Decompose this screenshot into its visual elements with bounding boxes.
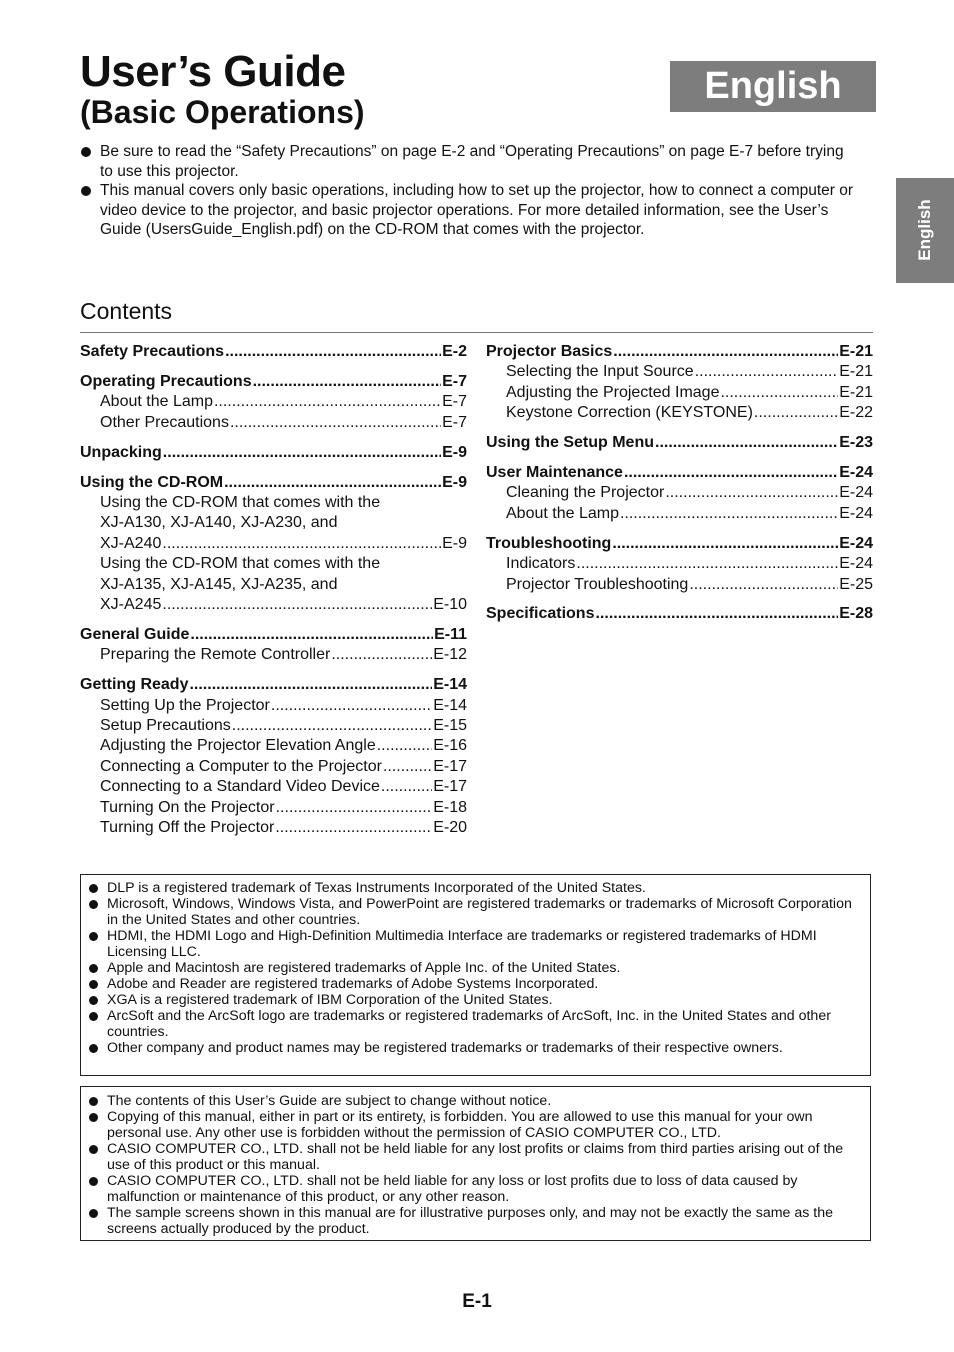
trademark-item: ArcSoft and the ArcSoft logo are trademarks or registered trademarks of ArcSoft, Inc. in the United States and other countries. (81, 1008, 870, 1040)
trademark-item: HDMI, the HDMI Logo and High-Definition Multimedia Interface are trademarks or registered trademarks of HDMI Licensing LLC. (81, 928, 870, 960)
toc-entry[interactable]: Troubleshooting ..... E-24 (486, 534, 873, 554)
toc-entry[interactable]: XJ-A240 ..... E-9 (80, 534, 467, 554)
toc-entry[interactable]: Setting Up the Projector ..... E-14 (80, 696, 467, 716)
toc-entry[interactable]: XJ-A245 ..... E-10 (80, 595, 467, 615)
toc-entry[interactable]: About the Lamp ..... E-7 (80, 392, 467, 412)
toc-entry[interactable]: Turning On the Projector ..... E-18 (80, 798, 467, 818)
trademarks-box (80, 874, 871, 1076)
toc-entry[interactable]: Adjusting the Projector Elevation Angle ..... E-16 (80, 736, 467, 756)
page-number: E-1 (462, 1291, 492, 1312)
toc-entry[interactable]: Other Precautions ..... E-7 (80, 413, 467, 433)
toc-entry[interactable]: Using the Setup Menu ..... E-23 (486, 433, 873, 453)
notices-box (80, 1086, 871, 1241)
trademark-item: XGA is a registered trademark of IBM Corporation of the United States. (81, 992, 870, 1008)
toc-entry[interactable]: Setup Precautions ..... E-15 (80, 716, 467, 736)
trademark-item: Microsoft, Windows, Windows Vista, and PowerPoint are registered trademarks or trademarks of Microsoft Corporation in the United States and other countries. (81, 896, 870, 928)
toc-entry[interactable]: Indicators ..... E-24 (486, 554, 873, 574)
notice-item: CASIO COMPUTER CO., LTD. shall not be held liable for any loss or lost profits due to loss of data caused by malfunction or maintenance of this product, or any other reason. (81, 1173, 870, 1205)
toc-entry[interactable]: Specifications ..... E-28 (486, 604, 873, 624)
document-title: User’s Guide (80, 47, 346, 96)
toc-entry-line: Using the CD-ROM that comes with the (100, 493, 381, 511)
contents-heading: Contents (80, 298, 173, 324)
toc-entry[interactable]: Preparing the Remote Controller ..... E-12 (80, 645, 467, 665)
intro-bullet: Be sure to read the “Safety Precautions” on page E-2 and “Operating Precautions” on page E-7 before trying to use this projector. (80, 142, 860, 181)
toc-entry-line: XJ-A135, XJ-A145, XJ-A235, and (100, 575, 338, 593)
toc-entry[interactable]: Cleaning the Projector ..... E-24 (486, 483, 873, 503)
trademark-item: Other company and product names may be registered trademarks or trademarks of their respective owners. (81, 1040, 870, 1056)
toc-entry[interactable]: Adjusting the Projected Image ..... E-21 (486, 383, 873, 403)
notice-item: CASIO COMPUTER CO., LTD. shall not be held liable for any lost profits or claims from third parties arising out of the use of this product or this manual. (81, 1141, 870, 1173)
intro-bullet: This manual covers only basic operations, including how to set up the projector, how to connect a computer or video device to the projector, and basic projector operations. For more detailed information, see the User’s Guide (UsersGuide_English.pdf) on the CD-ROM that comes with the projector. (80, 181, 860, 240)
document-subtitle: (Basic Operations) (80, 94, 365, 130)
toc-entry[interactable]: Operating Precautions ..... E-7 (80, 372, 467, 392)
toc-left-column (80, 342, 467, 838)
toc-entry[interactable]: Projector Troubleshooting ..... E-25 (486, 575, 873, 595)
toc-entry[interactable]: Using the CD-ROM ..... E-9 (80, 473, 467, 493)
toc-entry[interactable]: Keystone Correction (KEYSTONE) ..... E-22 (486, 403, 873, 423)
toc-entry[interactable]: Connecting a Computer to the Projector ..... E-17 (80, 757, 467, 777)
toc-entry-line: XJ-A130, XJ-A140, XJ-A230, and (100, 514, 338, 532)
language-badge: English (670, 61, 876, 112)
toc-entry[interactable]: User Maintenance ..... E-24 (486, 463, 873, 483)
toc-entry[interactable]: Projector Basics ..... E-21 (486, 342, 873, 362)
trademark-item: Adobe and Reader are registered trademarks of Adobe Systems Incorporated. (81, 976, 870, 992)
toc-right-column (486, 342, 873, 625)
toc-entry[interactable]: Connecting to a Standard Video Device ..... E-17 (80, 777, 467, 797)
toc-entry[interactable]: About the Lamp ..... E-24 (486, 504, 873, 524)
toc-entry-line: Using the CD-ROM that comes with the (100, 555, 381, 573)
toc-entry[interactable]: Selecting the Input Source ..... E-21 (486, 362, 873, 382)
toc-entry[interactable]: Safety Precautions ..... E-2 (80, 342, 467, 362)
intro-bullets (80, 142, 860, 240)
notice-item: The contents of this User’s Guide are subject to change without notice. (81, 1093, 870, 1109)
toc-entry[interactable]: Unpacking ..... E-9 (80, 443, 467, 463)
trademark-item: DLP is a registered trademark of Texas Instruments Incorporated of the United States. (81, 880, 870, 896)
contents-divider (80, 332, 873, 333)
notice-item: The sample screens shown in this manual are for illustrative purposes only, and may not be exactly the same as the screens actually produced by the product. (81, 1205, 870, 1237)
trademark-item: Apple and Macintosh are registered trademarks of Apple Inc. of the United States. (81, 960, 870, 976)
side-tab-label: English (915, 199, 934, 261)
toc-entry[interactable]: General Guide ..... E-11 (80, 625, 467, 645)
notice-item: Copying of this manual, either in part or its entirety, is forbidden. You are allowed to use this manual for your own personal use. Any other use is forbidden without the permission of CASIO COMPUTER CO., LTD. (81, 1109, 870, 1141)
toc-entry[interactable]: Turning Off the Projector ..... E-20 (80, 818, 467, 838)
toc-entry[interactable]: Getting Ready ..... E-14 (80, 675, 467, 695)
side-language-tab (896, 178, 954, 283)
